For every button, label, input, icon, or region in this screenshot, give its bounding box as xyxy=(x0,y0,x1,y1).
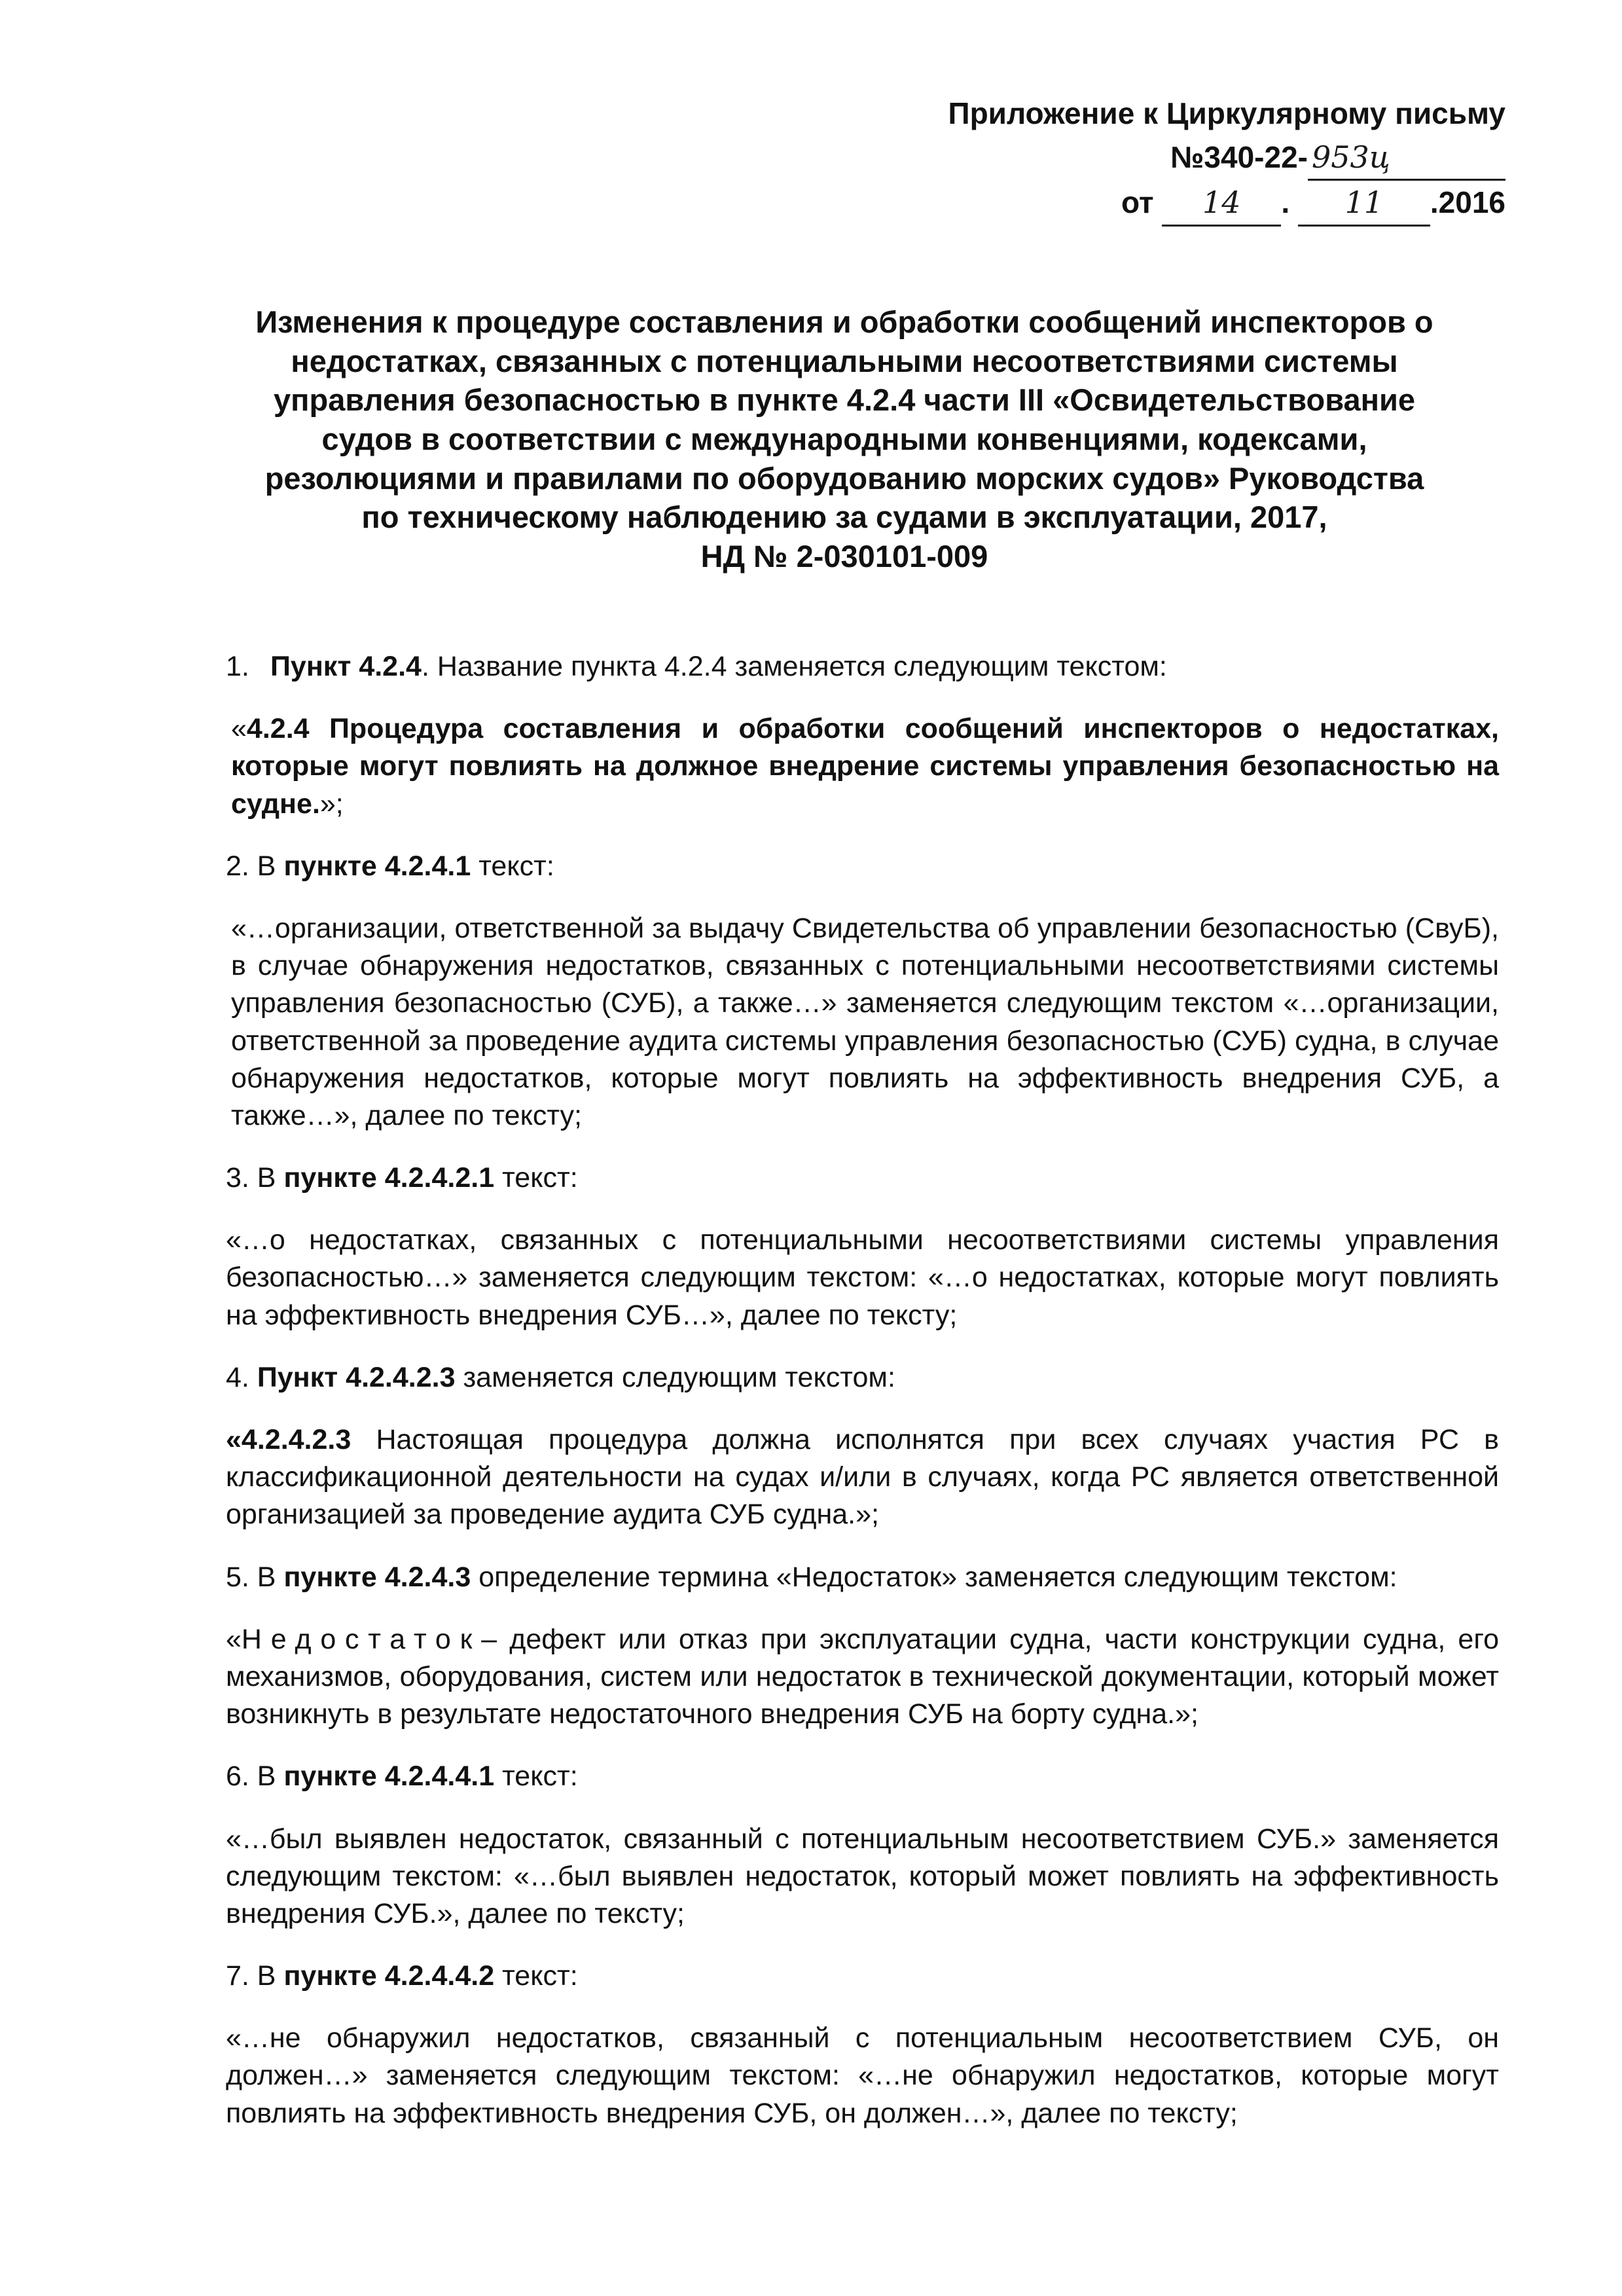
item-number: 7. В xyxy=(226,1960,276,1992)
title-line: Изменения к процедуре составления и обработки сообщений инспекторов о xyxy=(255,304,1433,339)
item-5-heading xyxy=(226,1559,1499,1596)
quote-text: «…был выявлен недостаток, связанный с потенциальным несоответствием СУБ.» заменяется следующим текстом: «…был выявлен недостаток, который может повлиять на эффективность внедрения СУБ.», далее по тексту; xyxy=(226,1823,1499,1929)
document-title xyxy=(196,302,1492,576)
item-2-quote xyxy=(226,910,1499,1135)
date-separator: . xyxy=(1281,185,1290,220)
title-line: судов в соответствии с международными конвенциями, кодексами, xyxy=(321,422,1367,457)
item-ref: пункте 4.2.4.3 xyxy=(283,1561,471,1593)
item-ref: Пункт 4.2.4.2.3 xyxy=(257,1361,456,1393)
title-line: управления безопасностью в пункте 4.2.4 части III «Освидетельствование xyxy=(273,382,1416,418)
quote-text: «…не обнаружил недостатков, связанный с потенциальным несоответствием СУБ, он должен…» заменяется следующим текстом: «…не обнаружил недостатков, которые могут повлиять на эффективность внедрения СУБ, он должен…», далее по тексту; xyxy=(226,2022,1499,2129)
quote-text: – дефект или отказ при эксплуатации судна, части конструкции судна, его механизмов, оборудования, систем или недостаток в технической документации, который может возникнуть в результате недостаточного внедрения СУБ на борту судна.»; xyxy=(226,1623,1499,1730)
date-prefix: от xyxy=(1121,185,1154,220)
header-block xyxy=(948,92,1506,227)
item-number: 6. В xyxy=(226,1760,276,1793)
item-6-quote xyxy=(226,1821,1499,1933)
title-line: по техническому наблюдению за судами в эксплуатации, 2017, xyxy=(361,500,1327,535)
title-line: НД № 2-030101-009 xyxy=(700,539,988,574)
item-3-heading xyxy=(226,1159,1499,1197)
quote-bold-ref: «4.2.4.2.3 xyxy=(226,1424,351,1455)
item-text: текст: xyxy=(502,1162,578,1194)
appendix-title: Приложение к Циркулярному письму xyxy=(948,96,1505,130)
item-2-heading xyxy=(226,848,1499,885)
item-7-heading xyxy=(226,1958,1499,1995)
item-3-quote xyxy=(226,1222,1499,1334)
quote-text: Настоящая процедура должна исполнятся при всех случаях участия РС в классификационной деятельности на судах и/или в случаях, когда РС является ответственной организацией за проведение аудита СУБ судна.»; xyxy=(226,1424,1500,1531)
title-line: недостатках, связанных с потенциальными несоответствиями системы xyxy=(291,343,1398,378)
item-number: 1. xyxy=(226,651,249,682)
quote-close: »; xyxy=(319,788,344,820)
item-1-heading xyxy=(226,648,1499,685)
item-text: текст: xyxy=(502,1960,578,1992)
defined-term: Недостаток xyxy=(241,1623,482,1655)
item-ref: пункте 4.2.4.2.1 xyxy=(283,1162,495,1194)
item-text: определение термина «Недостаток» заменяется следующим текстом: xyxy=(478,1561,1397,1593)
date-year: .2016 xyxy=(1430,185,1505,220)
item-ref: пункте 4.2.4.4.2 xyxy=(283,1960,495,1992)
item-ref: пункте 4.2.4.4.1 xyxy=(283,1760,495,1793)
quote-text: «…о недостатках, связанных с потенциальными несоответствиями системы управления безопасностью…» заменяется следующим текстом: «…о недостатках, которые могут повлиять на эффективность внедрения СУБ…», далее по тексту; xyxy=(226,1224,1499,1331)
letter-number xyxy=(948,136,1506,181)
title-line: резолюциями и правилами по оборудованию морских судов» Руководства xyxy=(264,460,1424,496)
item-number: 5. В xyxy=(226,1561,276,1593)
quote-bold-text: 4.2.4 Процедура составления и обработки сообщений инспекторов о недостатках, которые могут повлиять на должное внедрение системы управления безопасностью на судне. xyxy=(231,713,1499,820)
item-ref: пункте 4.2.4.1 xyxy=(283,850,471,882)
item-6-heading xyxy=(226,1758,1499,1795)
item-text: заменяется следующим текстом: xyxy=(463,1361,895,1393)
date-day-handwritten: 14 xyxy=(1162,181,1281,227)
item-text: текст: xyxy=(478,850,554,882)
document-body xyxy=(226,648,1499,2157)
item-7-quote xyxy=(226,2020,1499,2132)
quote-text: «…организации, ответственной за выдачу Свидетельства об управлении безопасностью (СвуБ), в случае обнаружения недостатков, связанных с потенциальными несоответствиями системы управления безопасностью (СУБ), а также…» заменяется следующим текстом «…организации, ответственной за проведение аудита системы управления безопасностью (СУБ) судна, в случае обнаружения недостатков, которые могут повлиять на эффективность внедрения СУБ, а также…», далее по тексту; xyxy=(231,912,1499,1131)
item-text: . Название пункта 4.2.4 заменяется следующим текстом: xyxy=(421,651,1167,682)
date-month-handwritten: 11 xyxy=(1298,181,1430,227)
item-number: 2. В xyxy=(226,850,276,882)
letter-number-prefix: №340-22- xyxy=(1170,139,1308,174)
item-1-quote xyxy=(226,710,1499,823)
item-4-quote xyxy=(226,1421,1499,1534)
item-5-quote xyxy=(226,1621,1499,1734)
quote-open: « xyxy=(231,713,247,745)
item-number: 3. В xyxy=(226,1162,276,1194)
item-4-heading xyxy=(226,1359,1499,1396)
letter-date xyxy=(948,181,1506,227)
item-text: текст: xyxy=(502,1760,578,1793)
letter-number-handwritten: 953ц xyxy=(1308,136,1505,181)
item-ref: Пункт 4.2.4 xyxy=(270,651,422,682)
quote-open: « xyxy=(226,1623,242,1655)
item-number: 4. xyxy=(226,1361,249,1393)
